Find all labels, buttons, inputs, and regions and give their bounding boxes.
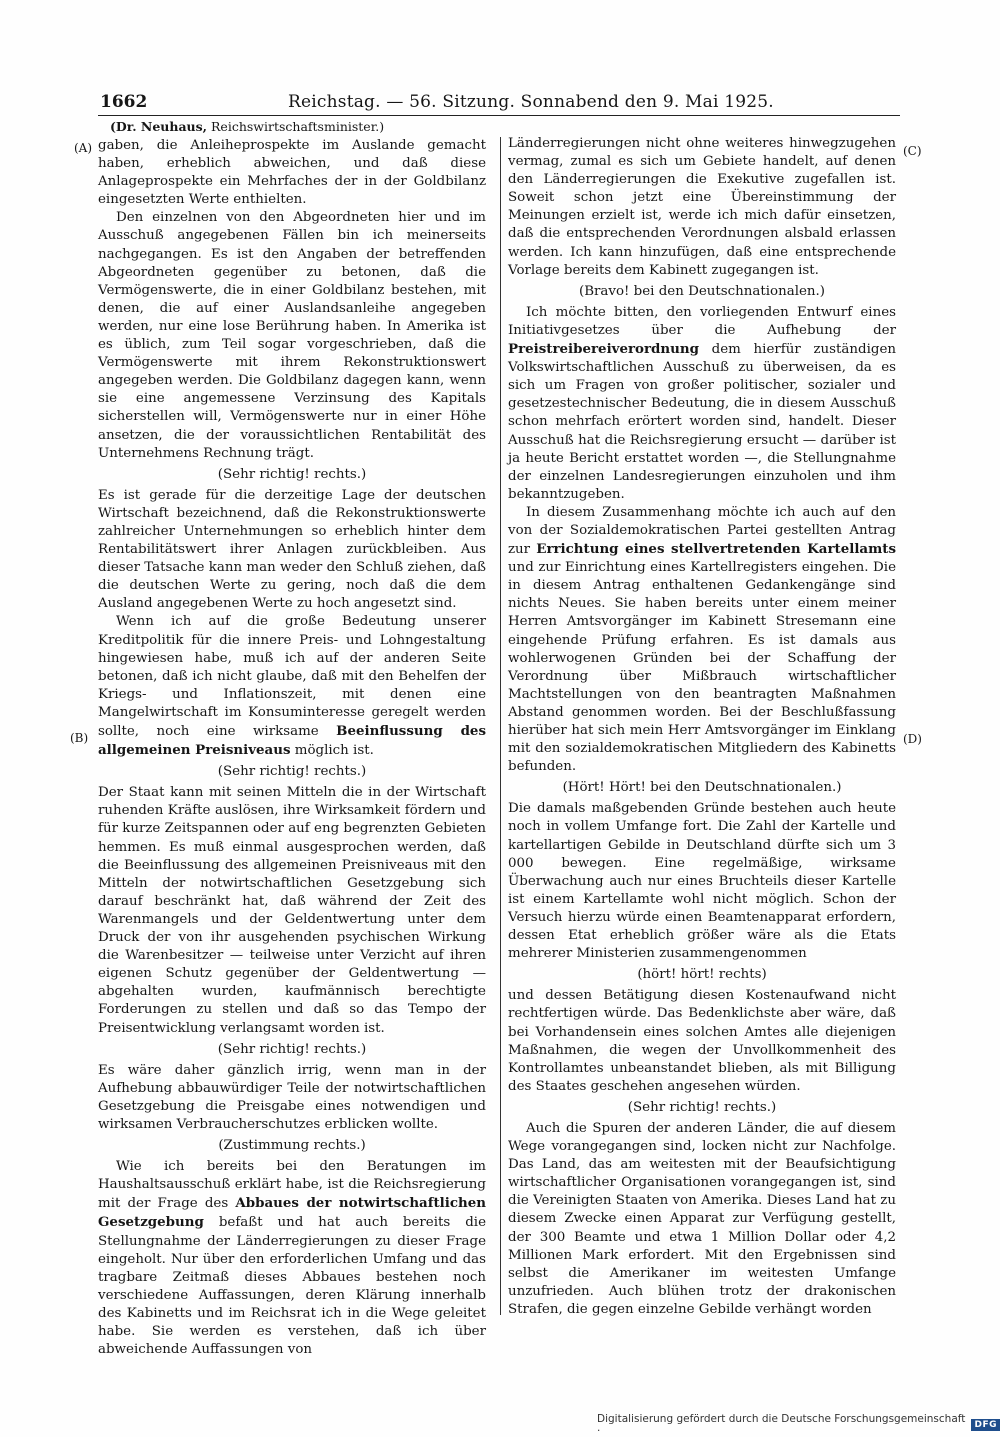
paragraph: Es wäre daher gänzlich irrig, wenn man in der Aufhebung abbauwürdiger Teile der notwirtschaftlichen Gesetzgebung die Preisgabe eines notwendigen und wirksamen Verbraucherschutzes erblicken wollte. [98, 1062, 486, 1132]
paragraph: Wie ich bereits bei den Beratungen im Haushaltsausschuß erklärt habe, ist die Reichsregierung mit der Frage des Abbaues der notwirtschaftlichen Gesetzgebung befaßt und hat auch bereits die Stellungnahme der Länderregierungen zu dieser Frage eingeholt. Nur über den erforderlichen Umfang und das tragbare Zeitmaß dieses Abbaues bestehen noch verschiedene Auffassungen, deren Klärung innerhalb des Kabinetts und im Reichsrat ich in die Wege geleitet habe. Sie werden es verstehen, daß ich über abweichende Auffassungen von [98, 1159, 486, 1358]
emphasis: Abbaues der notwirtschaftlichen Gesetzgebung [98, 1195, 486, 1231]
interjection: (Hört! Hört! bei den Deutschnationalen.) [562, 780, 842, 796]
margin-marker-c: (C) [903, 144, 922, 158]
speaker-name: (Dr. Neuhaus, [110, 119, 208, 134]
interjection: (Zustimmung rechts.) [218, 1138, 366, 1154]
emphasis: Beeinflussung des allgemeinen Preisniveaus [98, 723, 486, 759]
speaker-line [110, 119, 384, 134]
footer-text: Digitalisierung gefördert durch die Deutsche Forschungsgemeinschaft · [597, 1413, 966, 1437]
paragraph: Es ist gerade für die derzeitige Lage der deutschen Wirtschaft bezeichnend, daß die Rekonstruktionswerte zahlreicher Unternehmungen so erheblich hinter dem Rentabilitätswert ihrer Anlagen zurückbleiben. Aus dieser Tatsache kann man weder den Schluß ziehen, daß die deutschen Werte zu gering, noch daß die dem Ausland angegebenen Werte zu hoch angesetzt sind. [98, 487, 486, 612]
interjection: (Bravo! bei den Deutschnationalen.) [578, 283, 826, 299]
digitization-footer [597, 1413, 1000, 1437]
dfg-logo-icon: DFG [971, 1419, 1000, 1431]
margin-marker-d: (D) [903, 732, 922, 746]
column-divider [500, 137, 501, 1315]
paragraph: Auch die Spuren der anderen Länder, die auf diesem Wege vorangegangen sind, locken nicht zur Nachfolge. Das Land, das am weitesten mit der Beaufsichtigung wirtschaftlicher Organisationen vorangegangen ist, sind die Vereinigten Staaten von Amerika. Dieses Land hat zu diesem Zwecke einen Apparat zur Verfügung gestellt, der 300 Beamte und etwa 1 Million Dollar oder 4,2 Millionen Mark erfordert. Mit den Ergebnissen sind selbst die Amerikaner im weitesten Umfange unzufrieden. Auch blühen trotz der drakonischen Strafen, die gegen einzelne Gebilde verhängt worden [508, 1120, 896, 1317]
emphasis: Preistreibereiverordnung [508, 341, 699, 358]
margin-marker-a: (A) [74, 141, 93, 155]
interjection: (Sehr richtig! rechts.) [217, 1041, 367, 1057]
interjection: (Sehr richtig! rechts.) [217, 466, 367, 482]
page-number: 1662 [100, 92, 148, 112]
right-column [508, 135, 896, 1319]
paragraph: Länderregierungen nicht ohne weiteres hinwegzugehen vermag, zumal es sich um Gebiete handelt, auf denen den Länderregierungen die Exekutive zugefallen ist. Soweit schon jetzt eine Übereinstimmung der Meinungen erzielt ist, werde ich mich dafür einsetzen, daß die entsprechenden Verordnungen alsbald erlassen werden. Ich kann hinzufügen, daß eine entsprechende Vorlage bereits dem Kabinett zugegangen ist. [508, 136, 896, 278]
interjection: (hört! hört! rechts) [637, 967, 767, 983]
interjection: (Sehr richtig! rechts.) [217, 764, 367, 780]
emphasis: Errichtung eines stellvertretenden Kartellamts [536, 541, 896, 558]
paragraph: gaben, die Anleiheprospekte im Auslande gemacht haben, erheblich abweichen, und daß diese Anlageprospekte ein Mehrfaches der in der Goldbilanz eingesetzten Werte enthielten. [98, 138, 486, 208]
header-rule [98, 115, 900, 116]
paragraph: Der Staat kann mit seinen Mitteln die in der Wirtschaft ruhenden Kräfte auslösen, ihre Wirksamkeit fördern und für kurze Zeitspannen oder auf eng begrenzten Gebieten hemmen. Es muß einmal ausgesprochen werden, daß die Beeinflussung des allgemeinen Preisniveaus mit den Mitteln der notwirtschaftlichen Gesetzgebung sich darauf beschränkt hat, daß während der Zeit des Warenmangels und der Geldentwertung unter dem Druck der von ihr ausgehenden psychischen Wirkung die Warenbesitzer — teilweise unter Verzicht auf ihren eigenen Schutz gegenüber der Geldentwertung — abgehalten wurden, kaufmännisch berechtigte Forderungen zu stellen und daß so das Tempo der Preisentwicklung verlangsamt worden ist. [98, 785, 486, 1036]
paragraph: Den einzelnen von den Abgeordneten hier und im Ausschuß angegebenen Fällen bin ich meinerseits nachgegangen. Es ist den Angaben der betreffenden Abgeordneten gegenüber zu betonen, daß die Vermögenswerte, die in einer Goldbilanz bestehen, mit denen, die auf einer Auslandsanleihe angegeben werden, nur eine lose Berührung haben. In Amerika ist es üblich, zum Teil sogar vorgeschrieben, daß die Vermögenswerte mit ihrem Rekonstruktionswert angegeben werden. Die Goldbilanz dagegen kann, wenn sie eine angemessene Verzinsung des Kapitals sicherstellen will, Vermögenswerte nur in einer Höhe ansetzen, die der voraussichtlichen Rentabilität des Unternehmens Rechnung trägt. [98, 210, 486, 461]
paragraph: In diesem Zusammenhang möchte ich auch auf den von der Sozialdemokratischen Partei gestellten Antrag zur Errichtung eines stellvertretenden Kartellamts und zur Einrichtung eines Kartellregisters eingehen. Die in diesem Antrag enthaltenen Gedankengänge sind nichts Neues. Sie haben bereits unter einem meiner Herren Amtsvorgänger im Kabinett Stresemann eine eingehende Prüfung erfahren. Es ist damals aus wohlerwogenen Gründen bei der Schaffung der Verordnung über Mißbrauch wirtschaftlicher Machtstellungen von den beantragten Maßnahmen Abstand genommen worden. Bei der Beschlußfassung hierüber hat sich mein Herr Amtsvorgänger im Einklang mit den sozialdemokratischen Mitgliedern des Kabinetts befunden. [508, 504, 896, 775]
margin-marker-b: (B) [70, 731, 89, 745]
page-header [98, 90, 898, 118]
paragraph: Ich möchte bitten, den vorliegenden Entwurf eines Initiativgesetzes über die Aufhebung der Preistreibereiverordnung dem hierfür zuständigen Volkswirtschaftlichen Ausschuß zu überweisen, da es sich um Fragen von großer politischer, sozialer und gesetzestechnischer Bedeutung, die in diesem Ausschuß schon mehrfach erörtert worden sind, handelt. Dieser Ausschuß hat die Reichsregierung ersucht — darüber ist ja heute Bericht erstattet worden —, die Stellungnahme der einzelnen Landesregierungen einzuholen und ihm bekanntzugeben. [508, 304, 896, 502]
paragraph: und dessen Betätigung diesen Kostenaufwand nicht rechtfertigen würde. Das Bedenklichste aber wäre, daß bei Vorhandensein eines solchen Amtes alle diejenigen Maßnahmen, die wegen der Unvollkommenheit des Kontrollamtes unbeanstandet blieben, als mit Billigung des Staates geschehen angesehen würden. [508, 988, 896, 1094]
interjection: (Sehr richtig! rechts.) [627, 1099, 777, 1115]
paragraph: Die damals maßgebenden Gründe bestehen auch heute noch in vollem Umfange fort. Die Zahl der Kartelle und kartellartigen Gebilde in Deutschland dürfte sich um 3 000 bewegen. Eine regelmäßige, wirksame Überwachung auch nur eines Bruchteils dieser Kartelle ist einem Kartellamte wohl nicht möglich. Schon der Versuch hierzu würde einen Beamtenapparat erfordern, dessen Etat erheblich größer wäre als die Etats mehrerer Ministerien zusammengenommen [508, 801, 896, 962]
speaker-role: Reichswirtschaftsminister.) [211, 119, 385, 134]
paragraph: Wenn ich auf die große Bedeutung unserer Kreditpolitik für die innere Preis- und Lohngestaltung hingewiesen habe, muß ich auf der anderen Seite betonen, daß ich nicht glaube, daß mit den Behelfen der Kriegs- und Inflationszeit, mit denen eine Mangelwirtschaft im Konsuminteresse geregelt werden sollte, noch eine wirksame Beeinflussung des allgemeinen Preisniveaus möglich ist. [98, 614, 486, 759]
running-title: Reichstag. — 56. Sitzung. Sonnabend den 9. Mai 1925. [288, 92, 774, 112]
left-column [98, 137, 486, 1359]
